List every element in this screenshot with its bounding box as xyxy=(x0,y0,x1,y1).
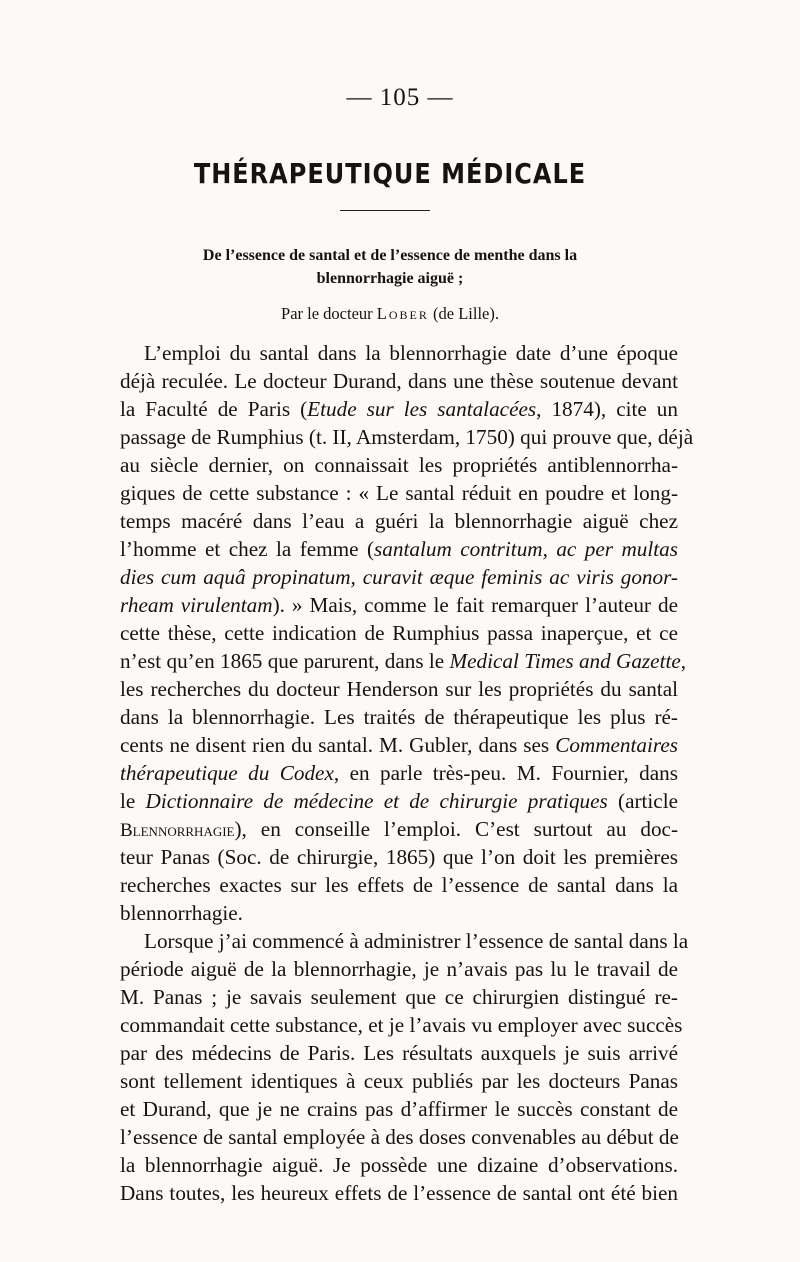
text-italic: Commentaires xyxy=(555,733,678,757)
article-title-line: De l’essence de santal et de l’essence de menthe dans la xyxy=(202,247,578,264)
byline-prefix: Par le docteur xyxy=(281,304,377,323)
page-number: — 105 — xyxy=(346,84,454,111)
byline-author: Lober xyxy=(376,304,429,323)
article-title-line: blennorrhagie aiguë ; xyxy=(316,270,464,287)
text-italic: thérapeutique du Codex xyxy=(120,761,334,785)
text-italic: Dictionnaire de médecine et de chirurgie pratiques xyxy=(145,789,608,813)
text-run: cents ne disent rien du santal. M. Gubler, dans ses xyxy=(120,733,556,757)
text-line xyxy=(120,647,687,675)
text-line: M. Panas ; je savais seulement que ce chirurgien distingué re- xyxy=(120,985,678,1009)
text-line: au siècle dernier, on connaissait les propriétés antiblennorrha- xyxy=(120,453,678,477)
text-italic: santalum contritum, ac per multas xyxy=(374,537,678,561)
text-run: , xyxy=(680,649,687,673)
text-italic: Medical Times and Gazette xyxy=(449,649,681,673)
text-line: passage de Rumphius (t. II, Amsterdam, 1750) qui prouve que, déjà xyxy=(120,425,694,449)
text-line: dans la blennorrhagie. Les traités de thérapeutique les plus ré- xyxy=(120,705,678,729)
text-line: sont tellement identiques à ceux publiés par les docteurs Panas xyxy=(120,1069,678,1093)
text-line: par des médecins de Paris. Les résultats auxquels je suis arrivé xyxy=(120,1041,678,1065)
text-line xyxy=(120,815,678,843)
text-line xyxy=(120,535,678,563)
text-italic: dies cum aquâ propinatum, curavit æque feminis ac viris gonor- xyxy=(120,565,678,589)
title-rule xyxy=(340,210,430,211)
text-run: ). » Mais, comme le fait remarquer l’auteur de xyxy=(272,593,678,617)
byline xyxy=(100,304,680,324)
text-run: le xyxy=(120,789,146,813)
text-line xyxy=(120,563,678,591)
text-line: teur Panas (Soc. de chirurgie, 1865) que l’on doit les premières xyxy=(120,845,678,869)
text-line: Dans toutes, les heureux effets de l’essence de santal ont été bien xyxy=(120,1181,678,1205)
byline-suffix: (de Lille). xyxy=(428,304,499,323)
text-line xyxy=(120,395,678,423)
text-italic: rheam virulentam xyxy=(120,593,273,617)
text-run: , 1874), cite un xyxy=(536,397,678,421)
text-line: les recherches du docteur Henderson sur les propriétés du santal xyxy=(120,677,678,701)
text-line xyxy=(120,759,678,787)
text-run: , en parle très-peu. M. Fournier, dans xyxy=(333,761,678,785)
text-line: temps macéré dans l’eau a guéri la blennorrhagie aiguë chez xyxy=(120,509,678,533)
text-line xyxy=(120,787,678,815)
text-line: L’emploi du santal dans la blennorrhagie date d’une époque xyxy=(144,341,678,365)
text-run: l’homme et chez la femme ( xyxy=(120,537,375,561)
text-small-caps: Blennorrhagie xyxy=(120,820,235,841)
text-run: ), en conseille l’emploi. C’est surtout au doc- xyxy=(234,817,678,841)
text-line: recherches exactes sur les effets de l’essence de santal dans la xyxy=(120,873,678,897)
text-line: et Durand, que je ne crains pas d’affirmer le succès constant de xyxy=(120,1097,678,1121)
text-line: commandait cette substance, et je l’avais vu employer avec succès xyxy=(120,1013,683,1037)
text-run: la Faculté de Paris ( xyxy=(120,397,308,421)
text-line: giques de cette substance : « Le santal réduit en poudre et long- xyxy=(120,481,678,505)
text-line: cette thèse, cette indication de Rumphius passa inaperçue, et ce xyxy=(120,621,678,645)
text-line: Lorsque j’ai commencé à administrer l’essence de santal dans la xyxy=(144,929,689,953)
section-title: THÉRAPEUTIQUE MÉDICALE xyxy=(193,157,587,191)
text-line xyxy=(120,731,678,759)
text-italic: Etude sur les santalacées xyxy=(307,397,537,421)
text-line: l’essence de santal employée à des doses convenables au début de xyxy=(120,1125,679,1149)
text-line: période aiguë de la blennorrhagie, je n’avais pas lu le travail de xyxy=(120,957,678,981)
text-run: n’est qu’en 1865 que parurent, dans le xyxy=(120,649,450,673)
text-run: (article xyxy=(607,789,678,813)
text-line: déjà reculée. Le docteur Durand, dans une thèse soutenue devant xyxy=(120,369,678,393)
text-line: la blennorrhagie aiguë. Je possède une dizaine d’observations. xyxy=(120,1153,678,1177)
text-line xyxy=(120,591,678,619)
text-line: blennorrhagie. xyxy=(120,901,243,925)
article-title xyxy=(100,244,680,290)
